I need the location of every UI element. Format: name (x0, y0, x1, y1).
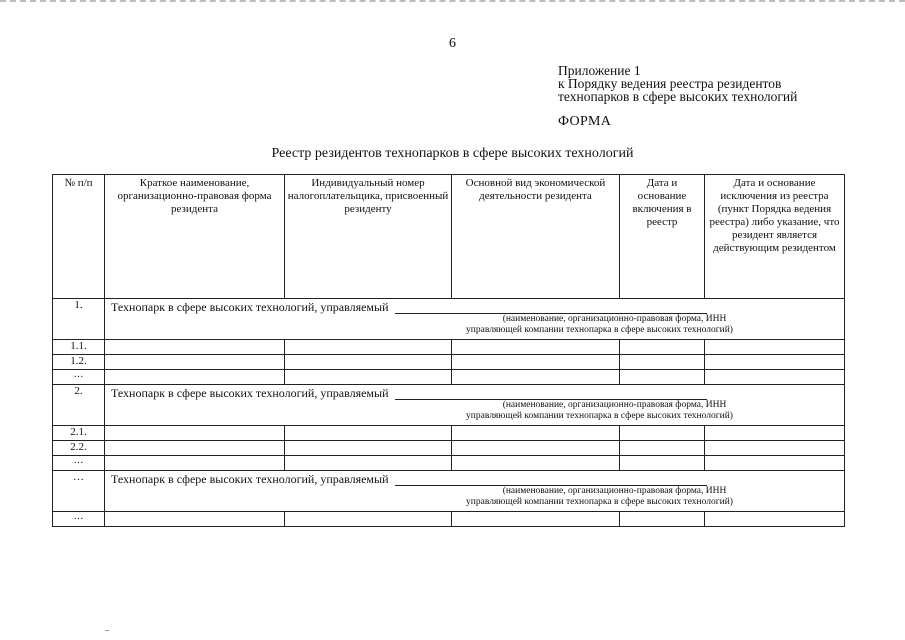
table-cell (620, 355, 705, 370)
table-row (53, 456, 845, 471)
col-header-inclusion: Дата и основание включения в реестр (620, 175, 705, 299)
form-label: ФОРМА (558, 114, 612, 129)
row-number: 2.2. (53, 441, 105, 456)
table-cell (285, 441, 452, 456)
table-cell (620, 370, 705, 385)
group-hint-1: (наименование, организационно-правовая форма, ИНН (502, 486, 727, 496)
table-row (53, 512, 845, 527)
group-hint-2: управляющей компании технопарка в сфере высоких технологий) (466, 325, 733, 335)
table-cell (285, 512, 452, 527)
table-cell (285, 456, 452, 471)
blank-line (395, 474, 707, 486)
table-row (53, 441, 845, 456)
table-cell (105, 456, 285, 471)
group-cell (105, 385, 845, 426)
table-cell (452, 340, 620, 355)
table-row (53, 340, 845, 355)
table-cell (452, 512, 620, 527)
registry-table (52, 174, 845, 527)
table-cell (105, 426, 285, 441)
page-number: 6 (449, 36, 456, 51)
appendix-line-1: Приложение 1 (558, 63, 641, 78)
blank-line (395, 388, 707, 400)
registry-title: Реестр резидентов технопарков в сфере высоких технологий (271, 146, 634, 161)
row-number: 1.2. (53, 355, 105, 370)
table-cell (285, 370, 452, 385)
table-cell (705, 355, 845, 370)
table-row (53, 355, 845, 370)
col-header-inn: Индивидуальный номер налогоплательщика, присвоенный резиденту (285, 175, 452, 299)
row-number: 1. (53, 299, 105, 340)
appendix-line-3: технопарков в сфере высоких технологий (558, 89, 798, 104)
table-cell (705, 441, 845, 456)
table-cell (105, 355, 285, 370)
col-header-number: № п/п (53, 175, 105, 299)
table-row (53, 370, 845, 385)
group-hint-2: управляющей компании технопарка в сфере высоких технологий) (466, 497, 733, 507)
table-cell (285, 355, 452, 370)
row-number: … (53, 370, 105, 385)
group-cell (105, 299, 845, 340)
row-number: 1.1. (53, 340, 105, 355)
row-number: 2. (53, 385, 105, 426)
table-cell (620, 456, 705, 471)
table-cell (452, 441, 620, 456)
table-cell (620, 426, 705, 441)
table-cell (620, 441, 705, 456)
table-cell (620, 512, 705, 527)
header-row (53, 175, 845, 299)
table-cell (705, 370, 845, 385)
blank-line (395, 302, 707, 314)
table-cell (452, 370, 620, 385)
group-hint-1: (наименование, организационно-правовая форма, ИНН (502, 314, 727, 324)
group-hint-2: управляющей компании технопарка в сфере высоких технологий) (466, 411, 733, 421)
table-cell (705, 340, 845, 355)
table-cell (705, 512, 845, 527)
scan-speck (105, 630, 109, 631)
group-row (53, 471, 845, 512)
table-cell (105, 340, 285, 355)
appendix-header (558, 64, 858, 103)
col-header-name: Краткое наименование, организационно-правовая форма резидента (105, 175, 285, 299)
col-header-exclusion: Дата и основание исключения из реестра (пункт Порядка ведения реестра) либо указание, что резидент является действующим резидентом (705, 175, 845, 299)
row-number: … (53, 456, 105, 471)
group-label: Технопарк в сфере высоких технологий, управляемый (111, 472, 389, 486)
group-label: Технопарк в сфере высоких технологий, управляемый (111, 300, 389, 314)
col-header-activity: Основной вид экономической деятельности резидента (452, 175, 620, 299)
table-cell (452, 426, 620, 441)
table-cell (285, 340, 452, 355)
group-hint-1: (наименование, организационно-правовая форма, ИНН (502, 400, 727, 410)
table-row (53, 426, 845, 441)
table-cell (105, 512, 285, 527)
table-cell (705, 426, 845, 441)
group-cell (105, 471, 845, 512)
table-cell (105, 441, 285, 456)
table-cell (452, 355, 620, 370)
table-cell (452, 456, 620, 471)
group-row (53, 385, 845, 426)
group-row (53, 299, 845, 340)
row-number: … (53, 512, 105, 527)
scan-edge (0, 0, 905, 8)
row-number: … (53, 471, 105, 512)
appendix-line-2: к Порядку ведения реестра резидентов (558, 76, 782, 91)
group-label: Технопарк в сфере высоких технологий, управляемый (111, 386, 389, 400)
table-cell (620, 340, 705, 355)
row-number: 2.1. (53, 426, 105, 441)
table-cell (105, 370, 285, 385)
table-cell (705, 456, 845, 471)
table-cell (285, 426, 452, 441)
